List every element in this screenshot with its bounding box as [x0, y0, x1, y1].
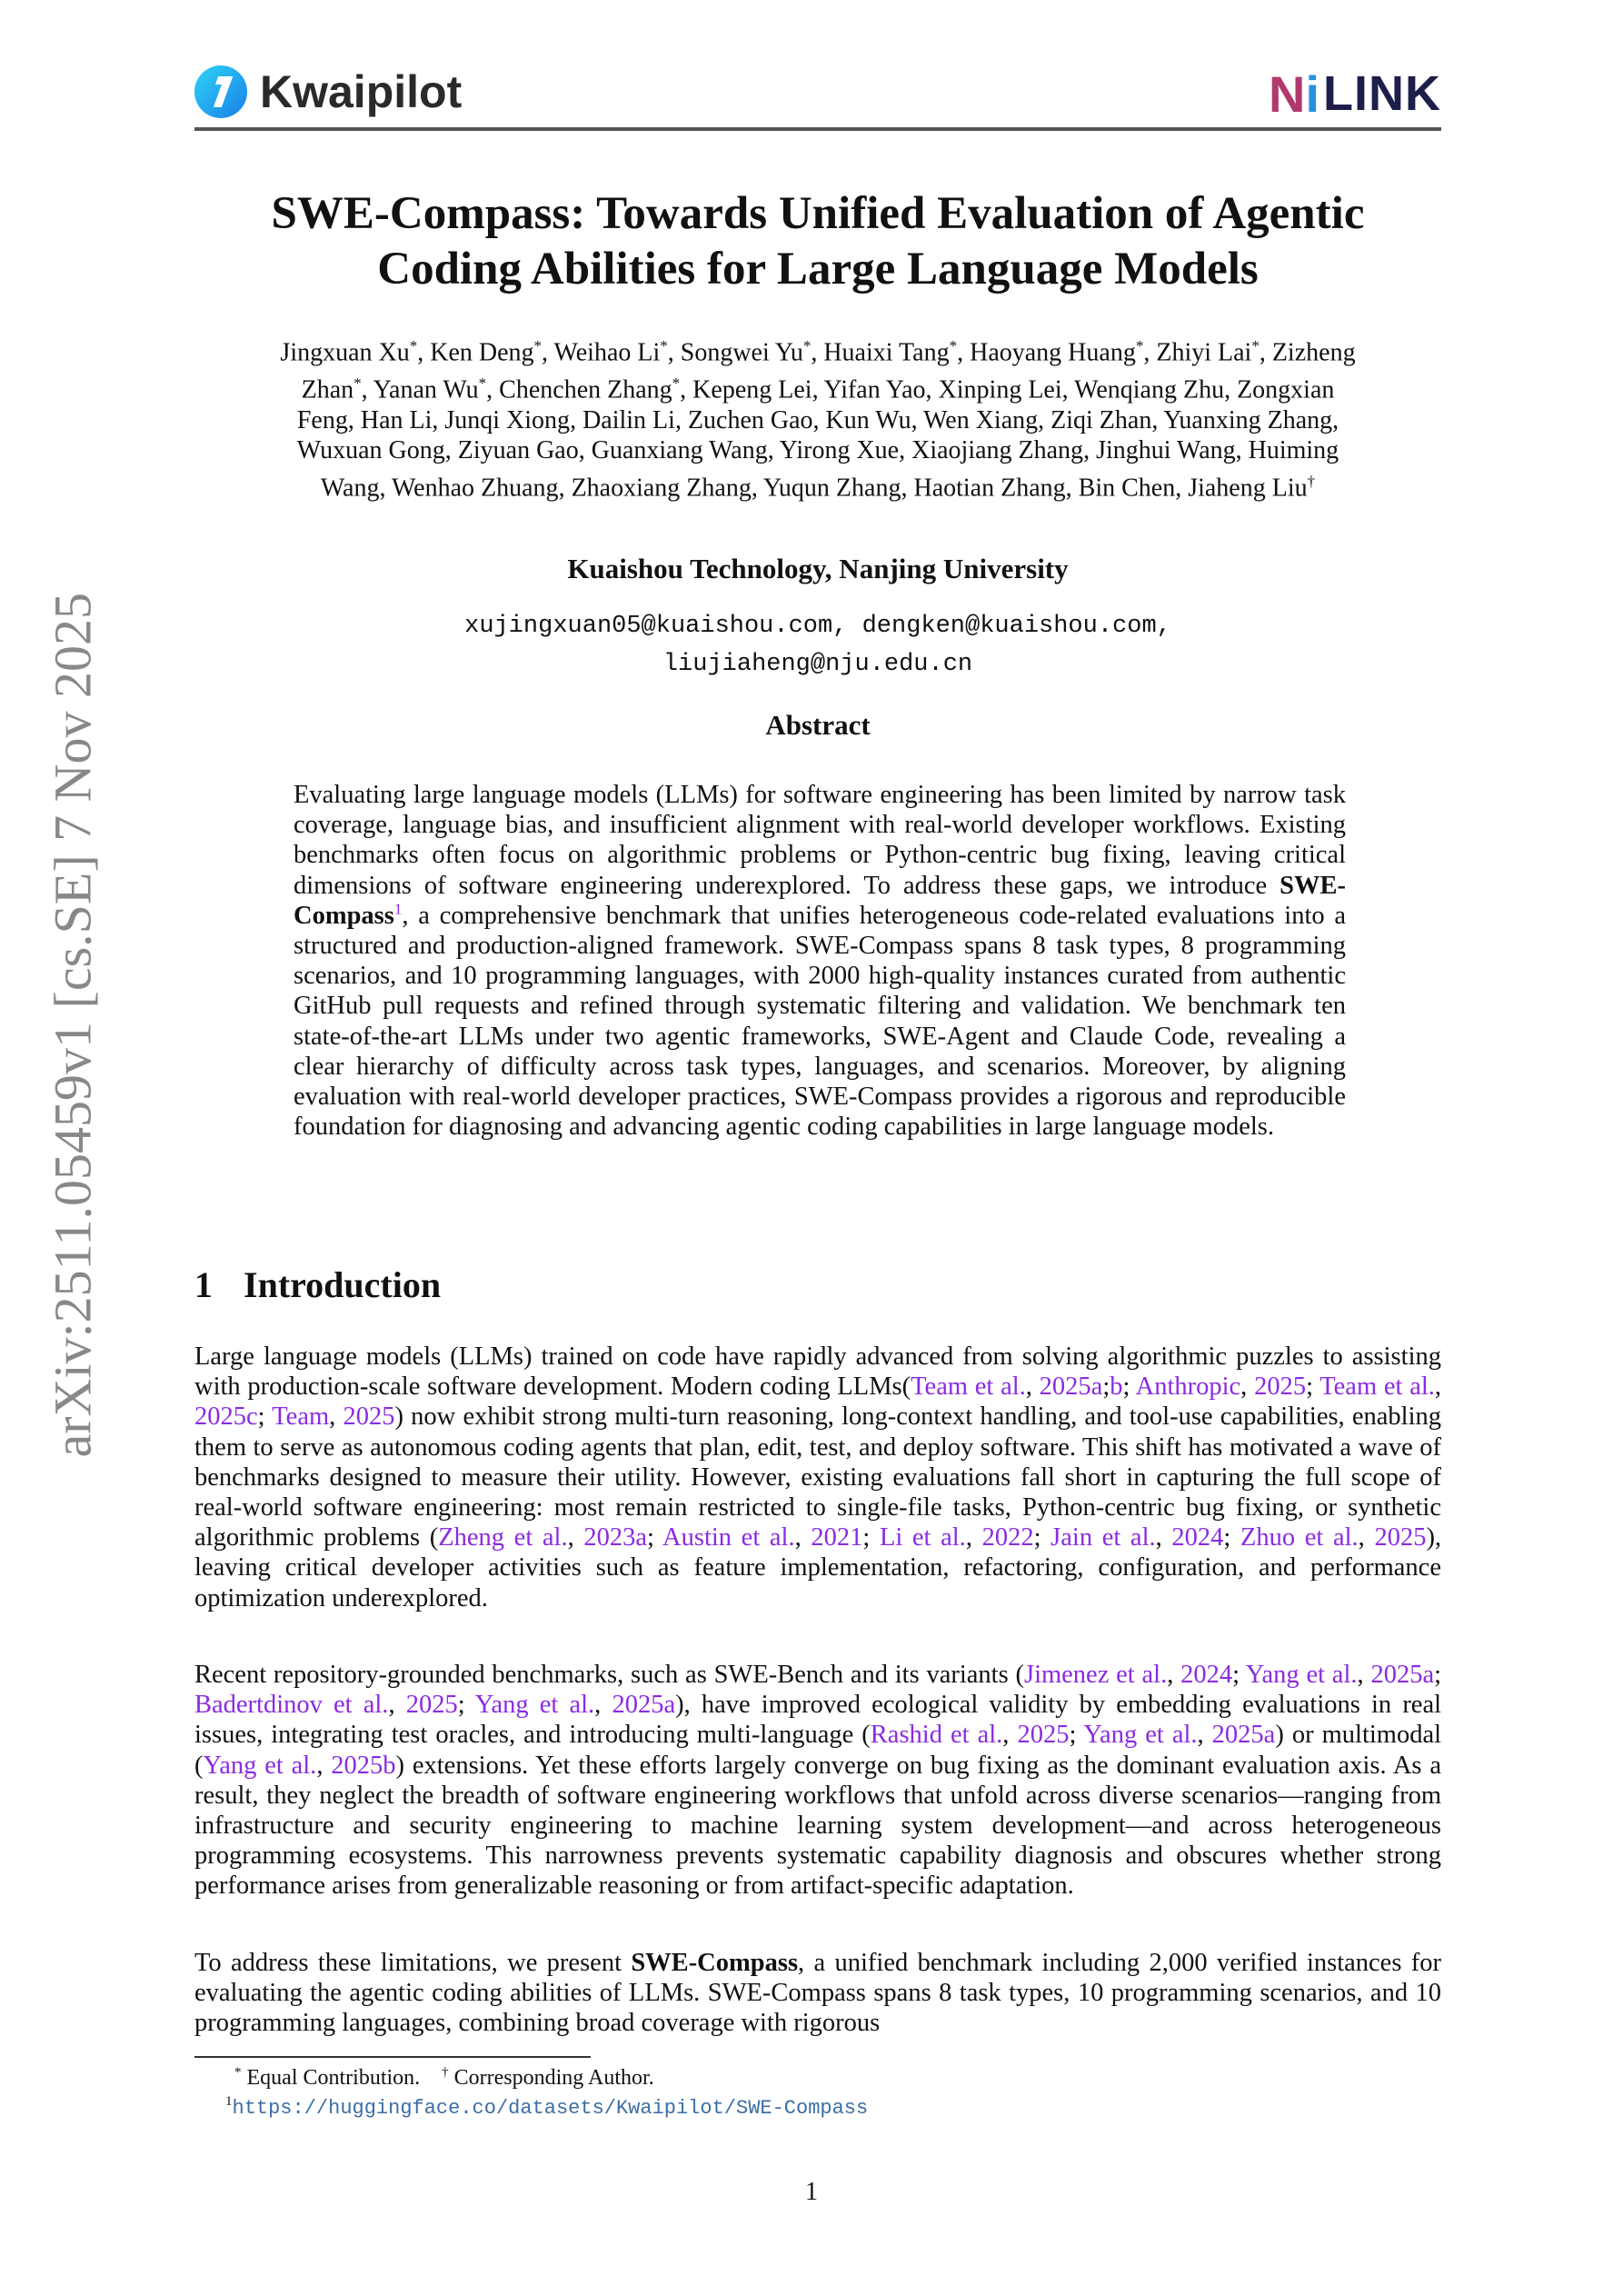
- citation-link[interactable]: 2025: [1017, 1721, 1070, 1750]
- author-name: Guanxiang Wang: [591, 436, 768, 465]
- footnote-url: [225, 2094, 868, 2120]
- author-name: Bin Chen: [1078, 473, 1176, 502]
- text-run: ) extensions. Yet these efforts largely converge on bug fixing as the dominant evaluation axis. As a result, they neglect the breadth of software engineering workflows that unfold across diverse scenarios—ranging from infrastructure and security engineering to machine learning system development—and across heterogeneous programming ecosystems. This narrowness prevents systematic capability diagnosis and obscures whether strong performance arises from generalizable reasoning or from artifact-specific adaptation.: [194, 1751, 1442, 1901]
- citation-link[interactable]: b: [1110, 1373, 1123, 1402]
- title-line-2: Coding Abilities for Large Language Models: [377, 244, 1259, 294]
- text-run: Evaluating large language models (LLMs) for software engineering has been limited by narrow task coverage, language bias, and insufficient alignment with real-world developer workflows. Existing benchmarks often focus on algorithmic problems or Python-centric bug fixing, leaving critical dimensions of software engineering underexplored. To address these gaps, we introduce: [294, 781, 1346, 900]
- section-number: 1: [194, 1264, 213, 1305]
- author-name: Zhaoxiang Zhang: [571, 473, 752, 502]
- author-mark: *: [660, 337, 668, 354]
- text-run: ;: [457, 1691, 475, 1720]
- bold-term: SWE-Compass: [631, 1949, 799, 1977]
- abstract-heading: Abstract: [765, 709, 871, 741]
- text-run: ,: [1240, 1373, 1255, 1402]
- citation-link[interactable]: 2025a: [612, 1691, 676, 1720]
- intro-paragraph-1: [194, 1342, 1441, 1613]
- intro-paragraph-3: [194, 1948, 1441, 2039]
- citation-link[interactable]: 2025a: [1039, 1373, 1103, 1402]
- corresponding-mark: †: [442, 2065, 449, 2080]
- citation-link[interactable]: Jimenez et al.: [1023, 1661, 1168, 1689]
- text-run: ,: [329, 1403, 344, 1432]
- title-line-1: SWE-Compass: Towards Unified Evaluation of Agentic: [271, 188, 1365, 239]
- author-mark: *: [672, 374, 681, 392]
- citation-link[interactable]: Yang et al.: [1245, 1661, 1358, 1689]
- text-run: ;: [1306, 1373, 1320, 1402]
- text-run: To address these limitations, we present: [194, 1949, 632, 1977]
- author-name: Jiaheng Liu: [1188, 473, 1308, 502]
- kwaipilot-logo: [194, 64, 462, 120]
- author-mark: *: [949, 337, 958, 354]
- citation-link[interactable]: 2025: [343, 1403, 395, 1432]
- text-run: ;: [1069, 1721, 1084, 1750]
- email-line-1: xujingxuan05@kuaishou.com, dengken@kuaishou.com,: [464, 613, 1171, 640]
- author-mark: †: [1307, 472, 1316, 490]
- author-name: Zizheng Zhan: [301, 338, 1356, 404]
- text-run: ,: [1002, 1721, 1018, 1750]
- author-name: Wenqiang Zhu: [1074, 375, 1225, 404]
- equal-contribution-note: Equal Contribution.: [246, 2066, 421, 2090]
- text-run: ,: [1155, 1523, 1172, 1552]
- footnote-ref-link[interactable]: 1: [393, 900, 403, 918]
- citation-link[interactable]: 2025: [1374, 1523, 1427, 1552]
- author-name: Kepeng Lei: [692, 375, 812, 404]
- citation-link[interactable]: 2022: [981, 1523, 1034, 1552]
- text-run: ;: [1102, 1373, 1110, 1402]
- text-run: ), leaving critical developer activities such as feature implementation, refactoring, configuration, and performance optimization underexplored.: [194, 1523, 1442, 1612]
- author-name: Wen Xiang: [923, 405, 1039, 434]
- page-number: 1: [805, 2178, 818, 2206]
- author-name: Huaixi Tang: [823, 338, 950, 367]
- author-name: Yanan Wu: [373, 375, 479, 404]
- text-run: ;: [257, 1403, 273, 1432]
- author-name: Ziqi Zhan: [1050, 405, 1152, 434]
- text-run: ;: [1122, 1373, 1136, 1402]
- author-name: Haoyang Huang: [970, 338, 1136, 367]
- citation-link[interactable]: 2025: [405, 1691, 458, 1720]
- citation-link[interactable]: Yang et al.: [474, 1691, 595, 1720]
- text-run: , a unified benchmark including 2,000 verified instances for evaluating the agentic coding abilities of LLMs. SWE-Compass spans 8 task types, 10 programming scenarios, and 10 programming languages, combining broad coverage with rigorous: [194, 1949, 1441, 2038]
- footnote-number: 1: [225, 2094, 233, 2109]
- author-mark: *: [802, 337, 812, 354]
- emails: [194, 607, 1441, 684]
- citation-link[interactable]: 2025c: [194, 1403, 258, 1432]
- citation-link[interactable]: Zheng et al.: [438, 1523, 568, 1552]
- text-run: ), have improved ecological validity by embedding evaluations in real issues, integrating test oracles, and introducing multi-language (: [194, 1691, 1442, 1750]
- citation-link[interactable]: Zhuo et al.: [1240, 1523, 1359, 1552]
- author-name: Wuxuan Gong: [296, 436, 445, 465]
- text-run: ;: [1033, 1523, 1051, 1552]
- citation-link[interactable]: Team et al.: [1319, 1373, 1435, 1402]
- equal-mark: *: [234, 2065, 242, 2080]
- section-title: Introduction: [244, 1264, 442, 1305]
- nlink-logo-icon: Ni: [1269, 65, 1320, 123]
- author-name: Zhiyi Lai: [1156, 338, 1252, 367]
- nlink-logo: [1269, 65, 1441, 123]
- citation-link[interactable]: Team: [272, 1403, 330, 1432]
- author-name: Zuchen Gao: [687, 405, 813, 434]
- citation-link[interactable]: Li et al.: [879, 1523, 966, 1552]
- text-run: ,: [1167, 1661, 1181, 1689]
- text-run: ,: [1025, 1373, 1040, 1402]
- text-run: ,: [965, 1523, 982, 1552]
- email-line-2: liujiaheng@nju.edu.cn: [662, 651, 973, 678]
- text-run: ;: [647, 1523, 663, 1552]
- text-run: ;: [1232, 1661, 1246, 1689]
- author-mark: *: [533, 337, 543, 354]
- text-run: ) now exhibit strong multi-turn reasoning, long-context handling, and tool-use capabilities, enabling them to serve as autonomous coding agents that plan, edit, test, and deploy software. This shift has motivated a wave of benchmarks designed to measure their utility. However, existing evaluations fall short in capturing the full scope of real-world software engineering: most remain restricted to single-file tasks, Python-centric bug fixing, or synthetic algorithmic problems (: [194, 1403, 1442, 1552]
- abstract-text: [294, 780, 1346, 1142]
- kwaipilot-logo-text: Kwaipilot: [260, 66, 463, 117]
- corresponding-author-note: Corresponding Author.: [453, 2066, 654, 2090]
- text-run: , a comprehensive benchmark that unifies heterogeneous code-related evaluations into a structured and production-aligned framework. SWE-Compass spans 8 task types, 8 programming scenarios, and 10 programming languages, with 2000 high-quality instances curated from authentic GitHub pull requests and refined through systematic filtering and validation. We benchmark ten state-of-the-art LLMs under two agentic frameworks, SWE-Agent and Claude Code, revealing a clear hierarchy of difficulty across task types, languages, and scenarios. Moreover, by aligning evaluation with real-world developer practices, SWE-Compass provides a rigorous and reproducible foundation for diagnosing and advancing agentic coding capabilities in large language models.: [294, 901, 1346, 1142]
- citation-link[interactable]: 2024: [1180, 1661, 1233, 1689]
- author-name: Han Li: [360, 405, 433, 434]
- footnote-rule: [194, 2056, 591, 2058]
- text-run: ,: [1434, 1373, 1442, 1402]
- paper-title: [194, 186, 1441, 297]
- text-run: ,: [567, 1523, 584, 1552]
- text-run: ) or multimodal (: [194, 1721, 1442, 1780]
- author-name: Xinping Lei: [938, 375, 1062, 404]
- text-run: ;: [1434, 1661, 1442, 1689]
- citation-link[interactable]: Yang et al.: [203, 1751, 317, 1780]
- author-name: Haotian Zhang: [913, 473, 1066, 502]
- kwaipilot-logo-icon: [194, 65, 247, 118]
- section-heading-introduction: [194, 1263, 441, 1306]
- citation-link[interactable]: 2024: [1171, 1523, 1224, 1552]
- text-run: ,: [1197, 1721, 1212, 1750]
- author-name: Dailin Li: [582, 405, 675, 434]
- intro-paragraph-2: [194, 1660, 1441, 1902]
- text-run: ,: [1358, 1523, 1375, 1552]
- author-name: Zongxian Feng: [296, 375, 1335, 434]
- text-run: Large language models (LLMs) trained on code have rapidly advanced from solving algorithmic puzzles to assisting with production-scale software development. Modern coding LLMs(: [194, 1343, 1441, 1402]
- author-name: Jinghui Wang: [1096, 436, 1236, 465]
- author-name: Yuqun Zhang: [762, 473, 901, 502]
- author-name: Chenchen Zhang: [499, 375, 672, 404]
- author-name: Kun Wu: [825, 405, 911, 434]
- nlink-logo-text: LINK: [1323, 66, 1441, 121]
- citation-link[interactable]: Yang et al.: [1083, 1721, 1198, 1750]
- citation-link[interactable]: Badertdinov et al.: [194, 1691, 389, 1720]
- author-name: Jingxuan Xu: [280, 338, 410, 367]
- text-run: ;: [862, 1523, 880, 1552]
- author-name: Yifan Yao: [823, 375, 926, 404]
- author-mark: *: [353, 374, 362, 392]
- author-name: Junqi Xiong: [444, 405, 571, 434]
- author-mark: *: [478, 374, 487, 392]
- text-run: Recent repository-grounded benchmarks, such as SWE-Bench and its variants (: [194, 1661, 1024, 1689]
- affiliation: Kuaishou Technology, Nanjing University: [567, 553, 1069, 584]
- author-name: Weihao Li: [553, 338, 661, 367]
- citation-link[interactable]: 2023a: [583, 1523, 648, 1552]
- text-run: ,: [794, 1523, 812, 1552]
- citation-link[interactable]: 2021: [811, 1523, 863, 1552]
- bold-term: SWE-Compass: [294, 871, 1346, 930]
- text-run: ,: [594, 1691, 612, 1720]
- citation-link[interactable]: Jain et al.: [1050, 1523, 1156, 1552]
- author-name: Yuanxing Zhang: [1163, 405, 1333, 434]
- author-name: Wenhao Zhuang: [391, 473, 559, 502]
- footnote-contribution: [234, 2065, 654, 2091]
- citation-link[interactable]: Team et al.: [911, 1373, 1026, 1402]
- text-run: ,: [388, 1691, 406, 1720]
- author-name: Ziyuan Gao: [457, 436, 579, 465]
- author-name: Songwei Yu: [680, 338, 803, 367]
- author-mark: *: [409, 337, 418, 354]
- text-run: ,: [1357, 1661, 1371, 1689]
- arxiv-stamp: arXiv:2511.05459v1 [cs.SE] 7 Nov 2025: [43, 592, 103, 1458]
- text-run: ;: [1223, 1523, 1240, 1552]
- author-name: Xiaojiang Zhang: [911, 436, 1084, 465]
- citation-link[interactable]: 2025a: [1370, 1661, 1435, 1689]
- citation-link[interactable]: Anthropic: [1135, 1373, 1241, 1402]
- author-name: Ken Deng: [430, 338, 534, 367]
- author-mark: *: [1251, 337, 1260, 354]
- author-mark: *: [1135, 337, 1144, 354]
- author-list: Jingxuan Xu*, Ken Deng*, Weihao Li*, Songwei Yu*, Huaixi Tang*, Haoyang Huang*, Zhiyi Lai*, Zizheng Zhan*, Yanan Wu*, Chenchen Zhang*, Kepeng Lei, Yifan Yao, Xinping Lei, Wenqiang Zhu, Zongxian Feng, Han Li, Junqi Xiong, Dailin Li, Zuchen Gao, Kun Wu, Wen Xiang, Ziqi Zhan, Yuanxing Zhang, Wuxuan Gong, Ziyuan Gao, Guanxiang Wang, Yirong Xue, Xiaojiang Zhang, Jinghui Wang, Huiming Wang, Wenhao Zhuang, Zhaoxiang Zhang, Yuqun Zhang, Haotian Zhang, Bin Chen, Jiaheng Liu†: [280, 337, 1356, 502]
- citation-link[interactable]: 2025b: [331, 1751, 396, 1780]
- dataset-link[interactable]: https://huggingface.co/datasets/Kwaipilot/SWE-Compass: [232, 2097, 869, 2120]
- citation-link[interactable]: 2025a: [1211, 1721, 1276, 1750]
- citation-link[interactable]: Rashid et al.: [870, 1721, 1003, 1750]
- citation-link[interactable]: Austin et al.: [662, 1523, 795, 1552]
- author-name: Yirong Xue: [779, 436, 900, 465]
- citation-link[interactable]: 2025: [1254, 1373, 1307, 1402]
- header-rule: [194, 127, 1441, 131]
- author-name: Huiming Wang: [320, 436, 1339, 502]
- text-run: ,: [316, 1751, 332, 1780]
